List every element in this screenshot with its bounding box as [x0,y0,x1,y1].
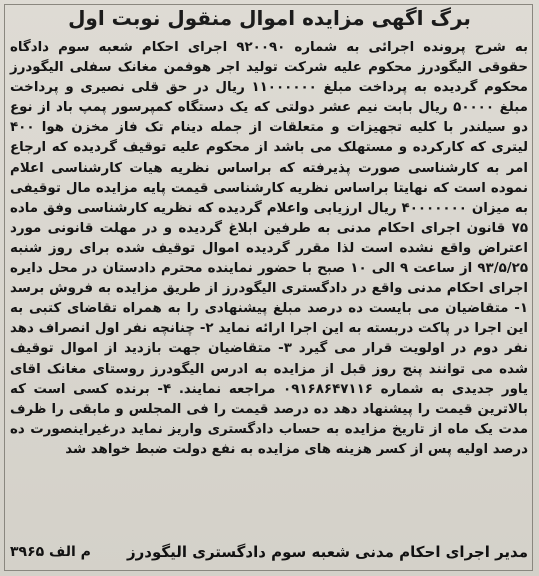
signature-line: مدیر اجرای احکام مدنی شعبه سوم دادگستری الیگودرز [126,543,528,561]
notice-paragraph: به شرح پرونده اجرائی به شماره ۹۲۰۰۹۰ اجرای احکام شعبه سوم دادگاه حقوقی الیگودرز محکوم علیه شرکت تولید اجر هوفمن مغانک سفلی الیگودرز محکوم گردیده به پرداخت مبلغ ۱۱۰۰۰۰۰۰ ریال در حق قلی نصیری و پرداخت مبلغ ۵۰۰۰۰ ریال بابت نیم عشر دولتی که یک دستگاه کمپرسور پمپ باد از نوع دو سیلندر با کلیه تجهیزات و متعلقات از جمله دینام تک فاز مخزن هوا ۴۰۰ لیتری که کارکرده و مستهلک می باشد از محکوم علیه توقیف گردیده که ارجاع امر به کارشناسی صورت پذیرفته که براساس نظریه هیات کارشناسی اعلام نموده است که نهایتا براساس نظریه کارشناسی قیمت پایه مزایده مال توقیفی به میزان ۴۰۰۰۰۰۰۰ ریال ارزیابی واعلام گردیده که نظریه کارشناسی وفق ماده ۷۵ قانون اجرای احکام مدنی به طرفین ابلاغ گردیده و در مهلت قانونی مورد اعتراض واقع نشده است لذا مقرر گردیده اموال توقیف شده برای روز شنبه ۹۳/۵/۲۵ از ساعت ۹ الی ۱۰ صبح با حضور نماینده محترم دادستان در محل دایره اجرای احکام مدنی واقع در دادگستری الیگودرز از طریق مزایده به فروش برسد ۱- متقاضیان می بایست ده درصد مبلغ پیشنهادی را به همراه تقاضای کتبی به این اجرا در پاکت دربسته به این اجرا ارائه نماید ۲- چنانچه نفر اول انصراف دهد نفر دوم در اولویت قرار می گیرد ۳- متقاضیان جهت بازدید از اموال توقیف شده می توانند پنج روز قبل از مزایده به ادرس الیگودرز روستای مغانک اقای یاور جدیدی به شماره ۰۹۱۶۸۶۴۷۱۱۶ مراجعه نمایند. ۴- برنده کسی است که بالاترین قیمت را پیشنهاد دهد ده درصد قیمت را فی المجلس و مابقی را ظرف مدت یک ماه از تاریخ مزایده به حساب دادگستری واریز نماید درغیراینصورت ده درصد اولیه پس از کسر هزینه های مزایده به نفع دولت ضبط خواهد شد [10,40,528,457]
notice-title: برگ اگهی مزایده اموال منقول نوبت اول [68,6,471,30]
notice-code: م الف ۳۹۶۵ [10,544,91,560]
notice-footer [10,540,528,564]
notice-body [10,38,528,460]
